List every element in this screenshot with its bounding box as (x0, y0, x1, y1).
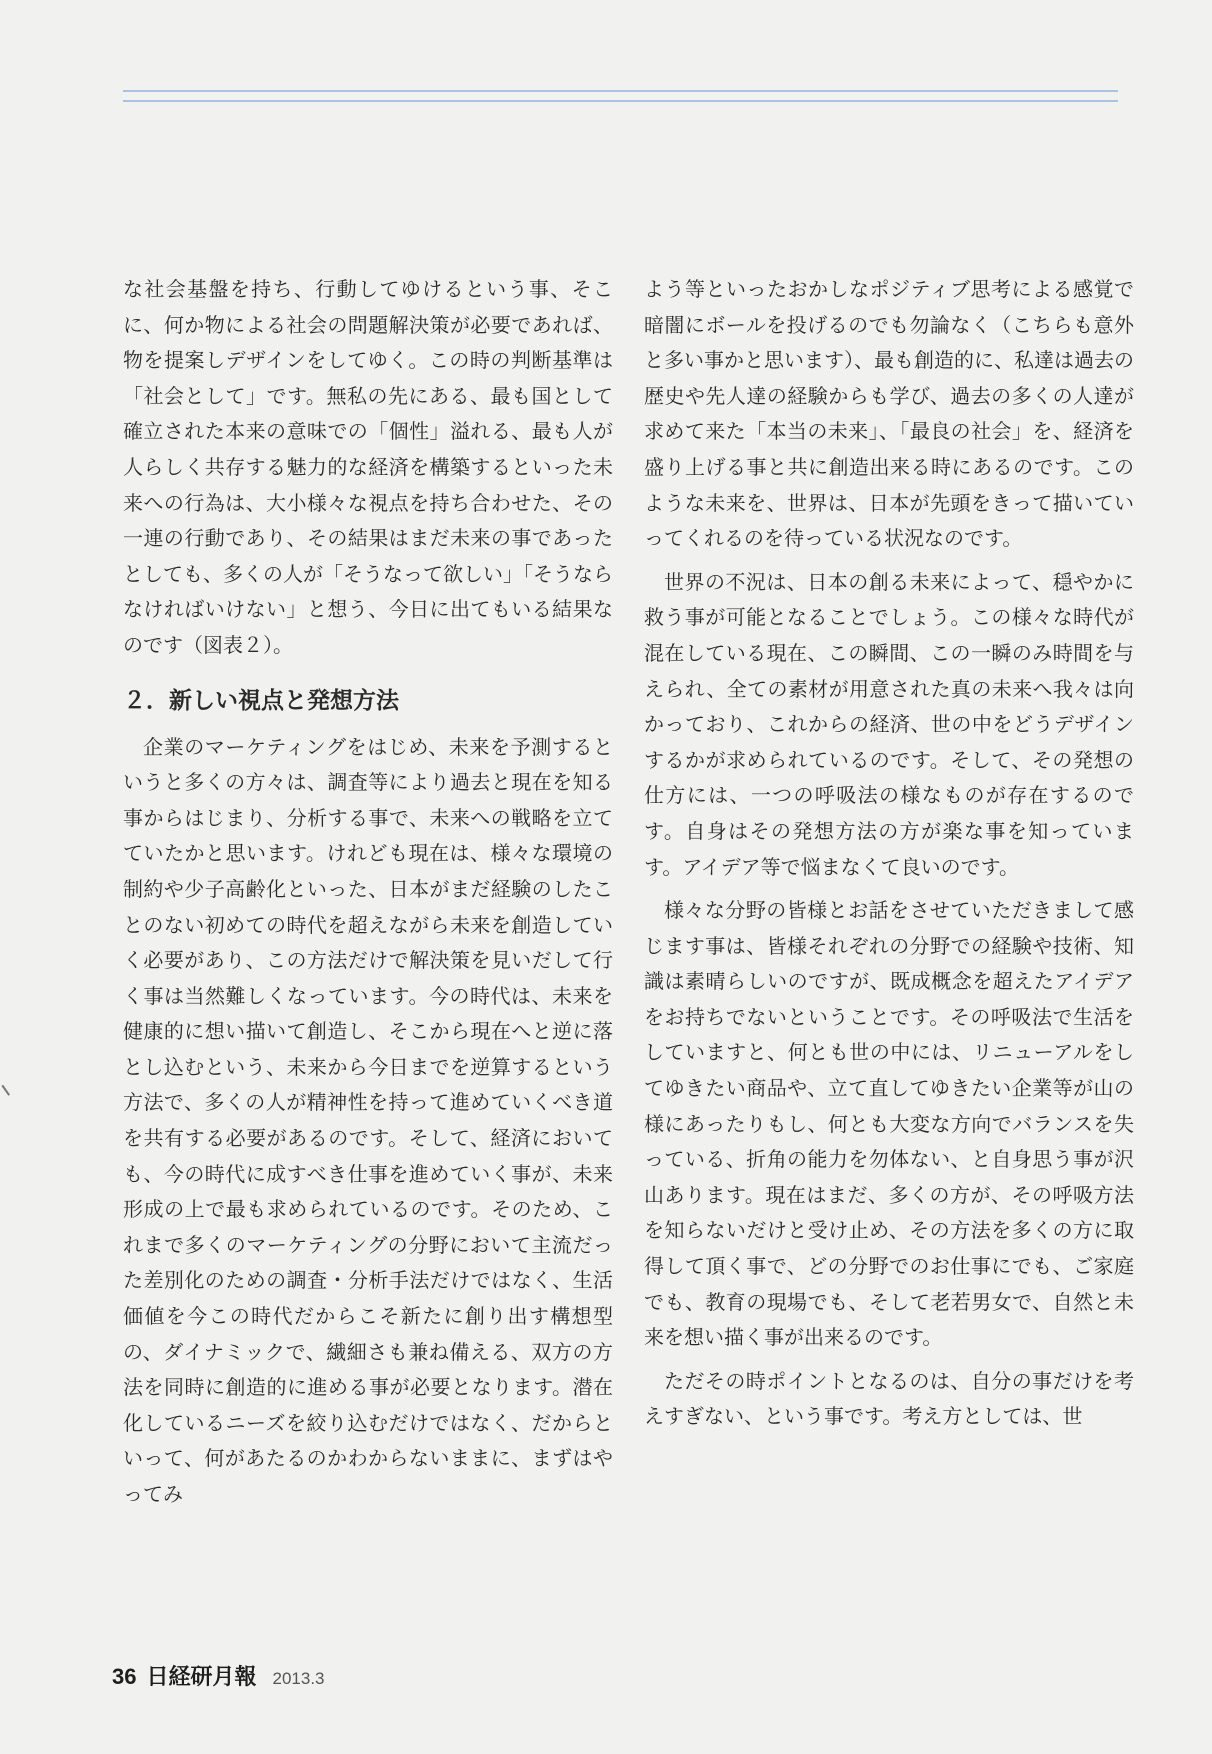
left-column (123, 272, 613, 1513)
publication-name: 日経研月報 (146, 1664, 257, 1689)
body-paragraph: 様々な分野の皆様とお話をさせていただきまして感じます事は、皆様それぞれの分野での経験や技術、知識は素晴らしいのですが、既成概念を超えたアイデアをお持ちでないということです。その呼吸法で生活をしていますと、何とも世の中には、リニューアルをしてゆきたい商品や、立て直してゆきたい企業等が山の様にあったりもし、何とも大変な方向でバランスを失っている、折角の能力を勿体ない、と自身思う事が沢山あります。現在はまだ、多くの方が、その呼吸方法を知らないだけと受け止め、その方法を多くの方に取得して頂く事で、どの分野でのお仕事にでも、ご家庭でも、教育の現場でも、そして老若男女で、自然と未来を想い描く事が出来るのです。 (644, 898, 1134, 1350)
right-column (644, 272, 1134, 1435)
section-heading: ２．新しい視点と発想方法 (123, 686, 399, 714)
page-footer (112, 1660, 325, 1691)
page-number: 36 (112, 1664, 137, 1689)
header-rule-top (123, 90, 1118, 92)
header-rule-bottom (123, 100, 1118, 102)
issue-date: 2013.3 (272, 1669, 325, 1688)
body-paragraph: 世界の不況は、日本の創る未来によって、穏やかに救う事が可能となることでしょう。この様々な時代が混在している現在、この瞬間、この一瞬のみ時間を与えられ、全ての素材が用意された真の未来へ我々は向かっており、これからの経済、世の中をどうデザインするかが求められているのです。そして、その発想の仕方には、一つの呼吸法の様なものが存在するのです。自身はその発想方法の方が楽な事を知っています。アイデア等で悩まなくて良いのです。 (644, 569, 1134, 879)
body-paragraph: な社会基盤を持ち、行動してゆけるという事、そこに、何か物による社会の問題解決策が必要であれば、物を提案しデザインをしてゆく。この時の判断基準は「社会として」です。無私の先にある、最も国として確立された本来の意味での「個性」溢れる、最も人が人らしく共存する魅力的な経済を構築するといった未来への行為は、大小様々な視点を持ち合わせた、その一連の行動であり、その結果はまだ未来の事であったとしても、多くの人が「そうなって欲しい」「そうならなければいけない」と想う、今日に出てもいる結果なのです（図表２）。 (123, 277, 613, 657)
body-paragraph: よう等といったおかしなポジティブ思考による感覚で暗闇にボールを投げるのでも勿論なく（こちらも意外と多い事かと思います）、最も創造的に、私達は過去の歴史や先人達の経験からも学び、過去の多くの人達が求めて来た「本当の未来」、「最良の社会」を、経済を盛り上げる事と共に創造出来る時にあるのです。このような未来を、世界は、日本が先頭をきって描いていってくれるのを待っている状況なのです。 (644, 277, 1134, 551)
body-paragraph: 企業のマーケティングをはじめ、未来を予測するというと多くの方々は、調査等により過去と現在を知る事からはじまり、分析する事で、未来への戦略を立てていたかと思います。けれども現在は、様々な環境の制約や少子高齢化といった、日本がまだ経験のしたことのない初めての時代を超えながら未来を創造していく必要があり、この方法だけで解決策を見いだして行く事は当然難しくなっています。今の時代は、未来を健康的に想い描いて創造し、そこから現在へと逆に落とし込むという、未来から今日までを逆算するという方法で、多くの人が精神性を持って進めていくべき道を共有する必要があるのです。そして、経済においても、今の時代に成すべき仕事を進めていく事が、未来形成の上で最も求められているのです。そのため、これまで多くのマーケティングの分野において主流だった差別化のための調査・分析手法だけではなく、生活価値を今この時代だからこそ新たに創り出す構想型の、ダイナミックで、繊細さも兼ね備える、双方の方法を同時に創造的に進める事が必要となります。潜在化しているニーズを絞り込むだけではなく、だからといって、何があたるのかわからないままに、まずはやってみ (123, 734, 613, 1506)
body-paragraph: ただその時ポイントとなるのは、自分の事だけを考えすぎない、という事です。考え方としては、世 (644, 1368, 1134, 1429)
margin-mark (1, 1080, 16, 1096)
